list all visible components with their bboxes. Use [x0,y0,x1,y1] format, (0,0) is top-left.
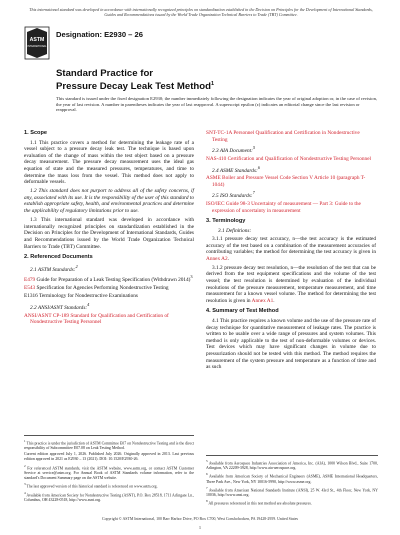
scope-heading: 1. Scope [24,130,48,136]
scope-1-1: 1.1 This practice covers a method for determining the leakage rate of a vessel subject to a pressure decay leak test. The technique is based upon evaluation of the change of mass within the test object based on a pressure decay measurement. The pressure decay measurement uses the ideal gas equation of state and the measured pressures, temperatures, and time to determine the mass loss from the vessel. This method does not apply to deformable vessels. [24,139,194,186]
ref-iso-guide-98-3[interactable]: ISO/IEC Guide 98-3 Uncertainty of measurement — Part 3: Guide to the expression of uncertainty in measurement [206,201,361,214]
definitions-label: 3.1 Definitions: [218,228,252,234]
footnotes-right [206,455,378,508]
svg-text:INTERNATIONAL: INTERNATIONAL [27,45,47,48]
left-column [24,130,194,327]
astm-logo [24,26,50,60]
document-title [56,68,356,92]
ref-cp189[interactable]: ANSI/ASNT CP-189 Standard for Qualification and Certification of Nondestructive Testing Personnel [24,312,169,326]
summary-heading: 4. Summary of Test Method [206,308,279,315]
astm-standards-label: 2.1 ASTM Standards:$^2$ [30,263,78,273]
footnote-5: $^5$ Available from Aerospace Industries Association of America, Inc. (AIA), 1000 Wilson Blvd., Suite 1700, Arlington, VA 22209-3928, http://www.aia-aerospace.org. [206,459,378,471]
footnote-8: $^8$ All pressures referenced in this test method are absolute pressures. [206,499,312,506]
terminology-heading: 3. Terminology [206,218,246,225]
page-number: 1 [198,525,202,530]
ref-nas-410[interactable]: NAS-410 Certification and Qualification of Nondestructive Testing Personnel [206,155,372,162]
ansi-asnt-label: 2.2 ANSI/ASNT Standards:$^4$ [30,301,90,311]
ref-snt-tc-1a[interactable]: SNT-TC-1A Personnel Qualification and Certification in Nondestructive Testing [206,130,360,143]
footnote-7: $^7$ Available from American National Standards Institute (ANSI), 25 W. 43rd St., 4th Floor, New York, NY 10036, http://www.ansi.org. [206,485,378,498]
annex-a1-link[interactable]: Annex A1 [251,297,274,304]
asme-label: 2.4 ASME Standards:$^6$ [212,164,260,174]
iso-label: 2.5 ISO Standards:$^7$ [212,190,255,200]
footnotes-left [24,435,194,504]
ref-e543: E543 Specification for Agencies Performing Nondestructive Testing [24,285,169,292]
referenced-heading: 2. Referenced Documents [24,254,93,261]
development-notice: This international standard was developed in accordance with internationally recognized principles on standardization established in the Decision on Principles for the Development of International Standards, Guides and Recommendations issued by the World Trade Organization Technical Barriers to Trade (TBT) Committee. [29,7,373,18]
standard-issuance-note: This standard is issued under the fixed designation E2930; the number immediately following the designation indicates the year of original adoption or, in the case of revision, the year of last revision. A number in parentheses indicates the year of last reapproval. A superscript epsilon (ε) indicates an editorial change since the last revision or reapproval. [56,96,378,113]
right-column [206,130,376,373]
footnote-2: $^2$ For referenced ASTM standards, visit the ASTM website, www.astm.org, or contact ASTM Customer Service at service@astm.org. For Annual Book of ASTM Standards volume information, refer to the standard's Document Summary page on the ASTM website. [24,463,194,480]
footnote-3: $^3$ The last approved version of this historical standard is referenced on www.astm.org. [24,481,158,489]
ref-e543-link[interactable]: E543 [24,285,36,292]
title-footnote-mark: 1 [211,81,215,87]
footnote-4: $^4$ Available from American Society for Nondestructive Testing (ASNT), P.O. Box 28518, 1711 Arlingate Ln., Columbus, OH 43228-0518, http://www.asnt.org. [24,490,194,502]
ref-e479-link[interactable]: E479 [24,277,36,284]
scope-1-3: 1.3 This international standard was developed in accordance with internationally recognized principles on standardization established in the Decision on Principles for the Development of International Standards, Guides and Recommendations issued by the World Trade Organization Technical Barriers to Trade (TBT) Committee. [24,217,194,250]
title-line-1: Standard Practice for [56,68,154,79]
copyright-footer: Copyright © ASTM International, 100 Barr Harbor Drive, PO Box C700, West Conshohocken, PA 19428-2959. United States [102,517,298,521]
term-3-1-2: 3.1.2 pressure decay test resolution, n—the resolution of the test that can be derived from the test equipment specifications and the volume of the test vessel; the test resolution is determined by evaluation of the individual resolutions of the pressure measurement, temperature measurement, and time measurement for a known vessel volume. The method for determining the test resolution is given in Annex A1. [206,264,376,304]
designation: Designation: E2930 – 26 [56,30,143,39]
footnote-1: $^1$ This practice is under the jurisdiction of ASTM Committee E07 on Nondestructive Testing and is the direct responsibility of Subcommittee E07.08 on Leak Testing Method. [24,439,194,451]
annex-a2-link[interactable]: Annex A2 [206,255,228,262]
term-3-1-1: 3.1.1 pressure decay test accuracy, n—the test accuracy is the estimated accuracy of the test based on a combination of the measurement accuracies of contributing variables; the method for determining the test accuracy is given in Annex A2. [206,235,376,262]
svg-text:ASTM: ASTM [29,37,45,43]
aia-label: 2.3 AIA Document:$^5$ [212,145,256,154]
ref-e1316: E1316 Terminology for Nondestructive Examinations [24,293,138,300]
ref-asme-bpvc[interactable]: ASME Boiler and Pressure Vessel Code Section V Article 10 (paragraph T-1044) [206,175,366,188]
scope-1-2: 1.2 This standard does not purport to address all of the safety concerns, if any, associated with its use. It is the responsibility of the user of this standard to establish appropriate safety, health, and environmental practices and determine the applicability of regulatory limitations prior to use. [24,188,194,215]
footnote-1b: Current edition approved July 1, 2026. Published July 2026. Originally approved in 2013. Last previous edition approved in 2021 as E2930 – 13 (2021). DOI: 10.1520/E2930-26. [24,452,194,462]
ref-e479: E479 Guide for Preparation of a Leak Testing Specification (Withdrawn 2014)$^3$ [24,274,193,284]
summary-4-1: 4.1 This practice requires a known volume and the use of the pressure rate of decay technique for quantitative measurement of leakage rates. The practice is written to be usable over a wide range of pressures and system volumes. This method is only applicable to the test of non-deformable volumes or devices. Test devices which may have significant changes in volume due to pressurization should not be tested with this method. The method requires the measurement of the system pressure and temperature as a function of time and as such [206,318,376,371]
footnote-6: $^6$ Available from American Society of Mechanical Engineers (ASME), ASME International Headquarters, Three Park Ave., New York, NY 10016-5990, http://www.asme.org. [206,472,378,484]
title-line-2: Pressure Decay Leak Test Method$^1$ [56,81,215,93]
